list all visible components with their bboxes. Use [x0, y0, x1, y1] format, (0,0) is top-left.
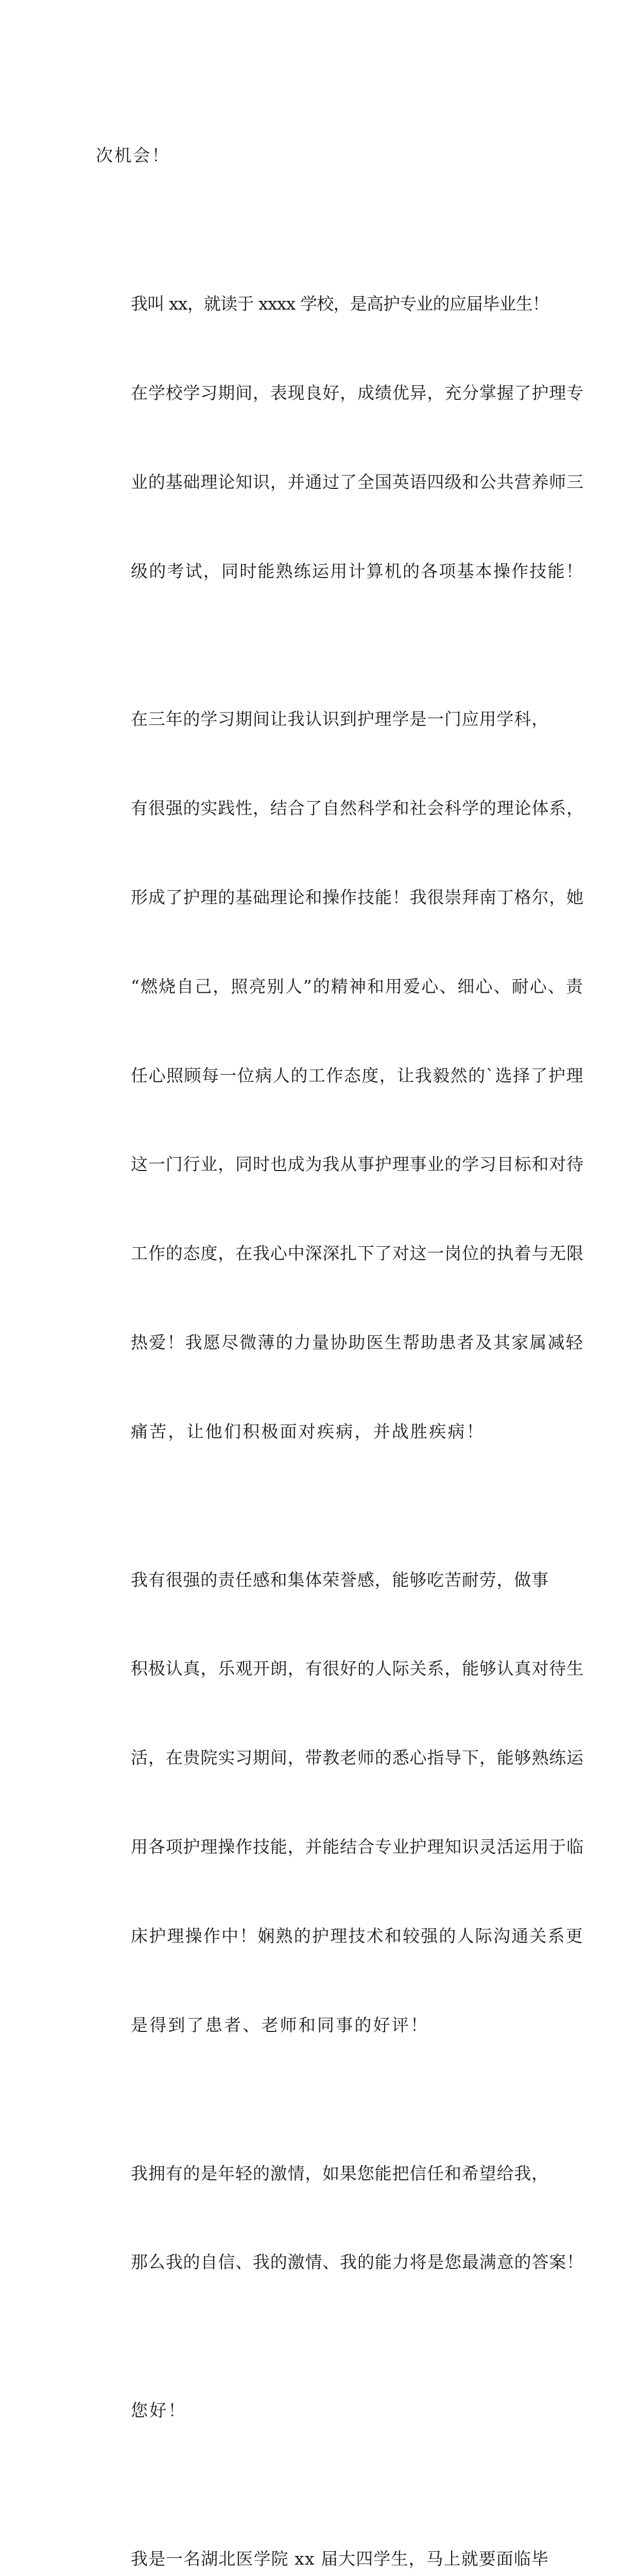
text-line: 您好！	[131, 2400, 187, 2421]
text-line: 形成了护理的基础理论和操作技能！我很崇拜南丁格尔，她	[131, 887, 584, 908]
text-line: 活，在贵院实习期间，带教老师的悉心指导下，能够熟练运	[131, 1748, 584, 1768]
text-line: 那么我的自信、我的激情、我的能力将是您最满意的答案！	[131, 2252, 584, 2273]
text-line: 有很强的实践性，结合了自然科学和社会科学的理论体系，	[131, 798, 584, 819]
text-line: 级的考试，同时能熟练运用计算机的各项基本操作技能！	[131, 561, 584, 581]
text-line: 是得到了患者、老师和同事的好评！	[131, 2014, 429, 2035]
text-line: 任心照顾每一位病人的工作态度，让我毅然的`选择了护理	[131, 1065, 584, 1086]
text-line: 在学校学习期间，表现良好，成绩优异，充分掌握了护理专	[131, 382, 584, 403]
paragraph-4	[96, 1506, 584, 2099]
paragraph-2	[96, 230, 584, 645]
document-body	[96, 81, 584, 2576]
text-line: 这一门行业，同时也成为我从事护理事业的学习目标和对待	[131, 1154, 584, 1175]
text-line: 用各项护理操作技能，并能结合专业护理知识灵活运用于临	[131, 1837, 584, 1857]
paragraph-3	[96, 645, 584, 1505]
text-line: 痛苦，让他们积极面对疾病，并战胜疾病！	[131, 1421, 485, 1442]
paragraph-6	[96, 2336, 549, 2485]
paragraph-5	[96, 2099, 584, 2336]
text-line: 积极认真，乐观开朗，有很好的人际关系，能够认真对待生	[131, 1658, 584, 1679]
text-line: 热爱！我愿尽微薄的力量协助医生帮助患者及其家属减轻	[131, 1332, 584, 1352]
text-line: 我叫 xx，就读于 xxxx 学校，是高护专业的应届毕业生！	[131, 294, 549, 314]
text-line: “燃烧自己，照亮别人”的精神和用爱心、细心、耐心、责	[131, 976, 584, 996]
text-line: 在三年的学习期间让我认识到护理学是一门应用学科，	[131, 709, 549, 730]
text-line: 次机会！	[96, 145, 170, 166]
text-line: 我是一名湖北医学院 xx 届大四学生，马上就要面临毕	[131, 2549, 549, 2569]
text-line: 我有很强的责任感和集体荣誉感，能够吃苦耐劳，做事	[131, 1569, 549, 1590]
text-line: 我拥有的是年轻的激情，如果您能把信任和希望给我，	[131, 2163, 549, 2183]
paragraph-7	[96, 2485, 549, 2576]
text-line: 工作的态度，在我心中深深扎下了对这一岗位的执着与无限	[131, 1243, 584, 1264]
text-line: 业的基础理论知识，并通过了全国英语四级和公共营养师三	[131, 471, 584, 492]
text-line: 床护理操作中！娴熟的护理技术和较强的人际沟通关系更	[131, 1925, 584, 1946]
paragraph-1	[96, 81, 549, 230]
